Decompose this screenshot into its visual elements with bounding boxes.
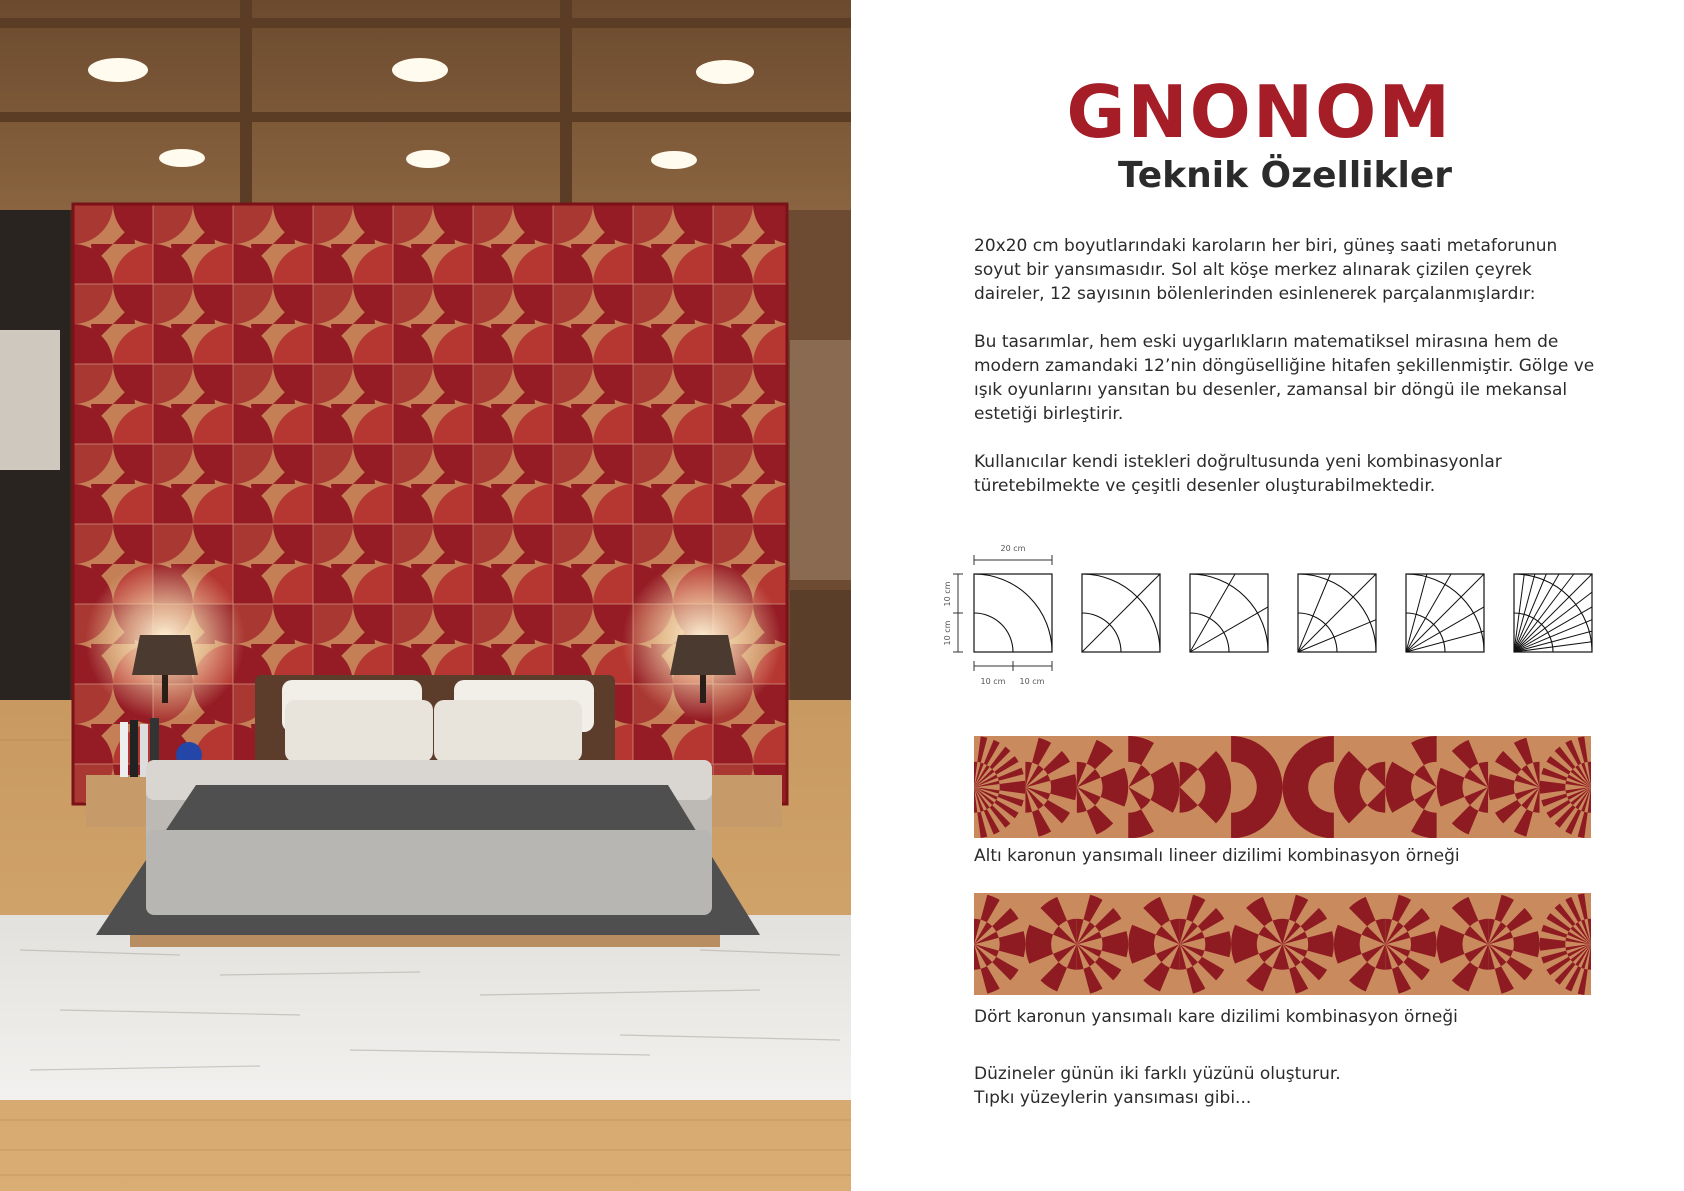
square-combination-caption: Dört karonun yansımalı kare dizilimi kombinasyon örneği — [974, 1007, 1458, 1027]
height-dimension-label-top: 10 cm — [943, 581, 952, 607]
linear-tile-top-10 — [1488, 736, 1539, 787]
linear-tile-bottom-1 — [1025, 787, 1076, 838]
width-dimension-label: 20 cm — [1000, 544, 1026, 553]
square-tile-bottom-8 — [1385, 944, 1436, 995]
bottom-dimension-label-left: 10 cm — [980, 677, 1006, 686]
linear-tile-top-8 — [1385, 736, 1436, 787]
square-tile-bottom-1 — [1025, 944, 1076, 995]
square-tile-top-10 — [1488, 893, 1539, 944]
square-tile-bottom-9 — [1437, 944, 1488, 995]
description-paragraph-3: Kullanıcılar kendi istekleri doğrultusunda yeni kombinasyonlar türetebilmekte ve çeşitli desenler oluşturabilmektedir. — [974, 452, 1502, 496]
linear-tile-top-9 — [1437, 736, 1488, 787]
linear-tile-bottom-4 — [1180, 787, 1231, 838]
square-tile-top-11 — [1540, 893, 1591, 944]
linear-tile-bottom-9 — [1437, 787, 1488, 838]
square-tile-bottom-10 — [1488, 944, 1539, 995]
linear-tile-bottom-8 — [1385, 787, 1436, 838]
linear-tile-top-5 — [1231, 736, 1282, 787]
square-tile-top-6 — [1283, 893, 1334, 944]
tile-variant-12-segments — [1514, 574, 1592, 652]
linear-tile-top-11 — [1540, 736, 1591, 787]
linear-tile-bottom-10 — [1488, 787, 1539, 838]
height-dimension-label-bottom: 10 cm — [943, 620, 952, 646]
linear-tile-top-7 — [1334, 736, 1385, 787]
brand-title: GNONOM — [1066, 70, 1452, 154]
tile-variant-2-segments — [1082, 574, 1160, 652]
square-tile-top-8 — [1385, 893, 1436, 944]
square-tile-top-1 — [1025, 893, 1076, 944]
closing-line-1: Düzineler günün iki farklı yüzünü oluşturur. — [974, 1064, 1341, 1084]
square-tile-bottom-4 — [1180, 944, 1231, 995]
linear-tile-top-0 — [974, 736, 1025, 787]
dimension-annotations — [953, 555, 1052, 671]
closing-line-2: Tıpkı yüzeylerin yansıması gibi... — [974, 1088, 1252, 1108]
linear-tile-top-6 — [1282, 736, 1333, 787]
linear-combination-caption: Altı karonun yansımalı lineer dizilimi kombinasyon örneği — [974, 846, 1460, 866]
bottom-dimension-label-right: 10 cm — [1019, 677, 1045, 686]
description-paragraph-1: 20x20 cm boyutlarındaki karoların her biri, güneş saati metaforunun soyut bir yansımasıdır. Sol alt köşe merkez alınarak çizilen çeyrek daireler, 12 sayısının bölenlerinden esinlenerek parçalanmışlardır: — [974, 236, 1558, 304]
linear-tile-bottom-3 — [1128, 787, 1179, 838]
square-tile-bottom-7 — [1334, 944, 1385, 995]
linear-tile-top-3 — [1128, 736, 1179, 787]
square-tile-top-3 — [1128, 893, 1179, 944]
square-tile-bottom-0 — [974, 944, 1025, 995]
linear-tile-bottom-11 — [1540, 787, 1591, 838]
tile-variant-1-segments — [974, 574, 1052, 652]
square-tile-top-0 — [974, 893, 1025, 944]
linear-tile-bottom-2 — [1077, 787, 1128, 838]
square-tile-top-9 — [1437, 893, 1488, 944]
tile-variant-3-segments — [1190, 574, 1268, 652]
tile-variant-6-segments — [1406, 574, 1484, 652]
tile-variant-4-segments — [1298, 574, 1376, 652]
square-combination-example — [974, 893, 1591, 995]
page-subtitle: Teknik Özellikler — [1117, 155, 1452, 196]
square-tile-bottom-11 — [1540, 944, 1591, 995]
linear-tile-bottom-6 — [1282, 787, 1333, 838]
linear-tile-top-1 — [1025, 736, 1076, 787]
square-tile-top-2 — [1077, 893, 1128, 944]
tile-variants-row — [974, 574, 1592, 652]
linear-tile-top-4 — [1180, 736, 1231, 787]
square-tile-bottom-3 — [1128, 944, 1179, 995]
tile-geometry-diagram — [928, 536, 1600, 696]
linear-combination-example — [974, 736, 1591, 838]
description-paragraph-2: Bu tasarımlar, hem eski uygarlıkların matematiksel mirasına hem de modern zamandaki 12’nin döngüselliğine hitafen şekillenmiştir. Gölge ve ışık oyunlarını yansıtan bu desenler, zamansal bir döngü ile mekansal estetiği birleştirir. — [974, 332, 1595, 424]
square-tile-bottom-2 — [1077, 944, 1128, 995]
linear-tile-bottom-7 — [1334, 787, 1385, 838]
linear-tile-bottom-5 — [1231, 787, 1282, 838]
linear-tile-bottom-0 — [974, 787, 1025, 838]
square-tile-top-5 — [1231, 893, 1282, 944]
square-tile-bottom-5 — [1231, 944, 1282, 995]
square-tile-top-4 — [1180, 893, 1231, 944]
linear-tile-top-2 — [1077, 736, 1128, 787]
square-tile-top-7 — [1334, 893, 1385, 944]
square-tile-bottom-6 — [1283, 944, 1334, 995]
